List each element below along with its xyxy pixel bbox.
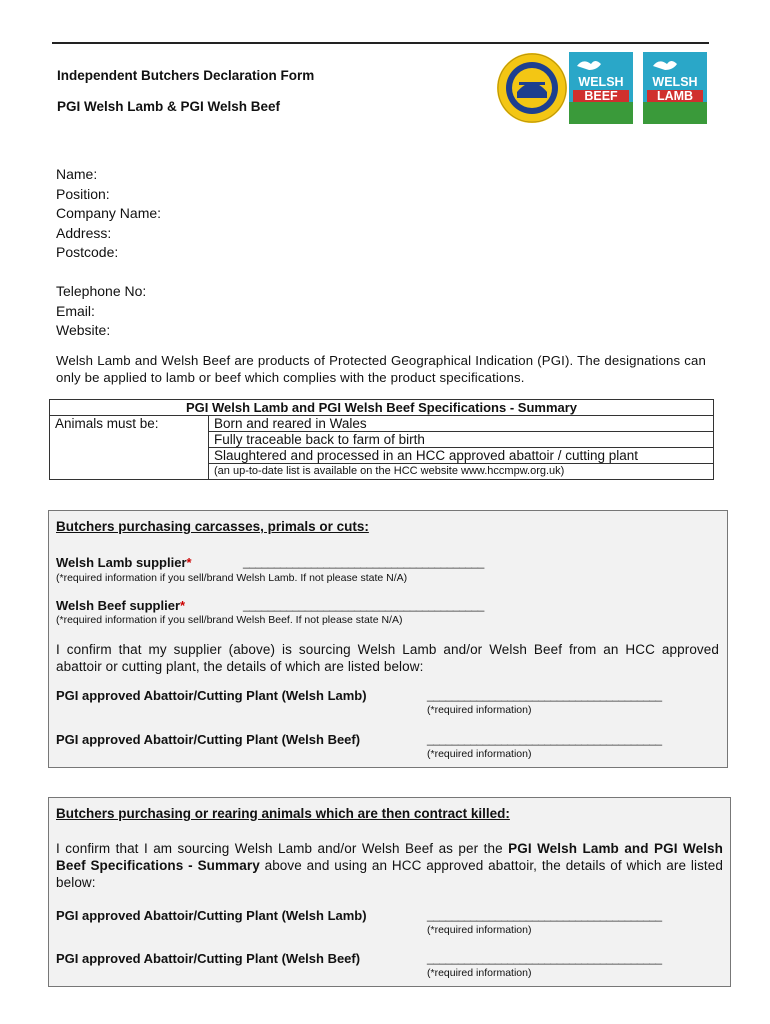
- plant-lamb-required: (*required information): [427, 924, 532, 936]
- contact-fields: [56, 165, 161, 341]
- website-label: Website:: [56, 322, 111, 339]
- postcode-label: Postcode:: [56, 244, 119, 261]
- plant-lamb-required: (*required information): [427, 704, 532, 716]
- intro-paragraph: Welsh Lamb and Welsh Beef are products of Protected Geographical Indication (PGI). The designations can only be applied to lamb or beef which complies with the product specifications.: [56, 353, 706, 385]
- plant-lamb-field[interactable]: ______________________________________: [427, 688, 662, 702]
- position-label: Position:: [56, 185, 110, 202]
- spec-item: Fully traceable back to farm of birth: [209, 432, 714, 448]
- plant-beef-label: PGI approved Abattoir/Cutting Plant (Welsh Beef): [56, 732, 361, 747]
- name-label: Name:: [56, 166, 98, 182]
- email-label: Email:: [56, 302, 95, 319]
- header-rule: [52, 42, 709, 44]
- company-name-label: Company Name:: [56, 205, 162, 222]
- section1-confirm-text: I confirm that my supplier (above) is sourcing Welsh Lamb and/or Welsh Beef from an HCC approved abattoir or cutting plant, the details of which are listed below:: [56, 642, 719, 674]
- carcasses-section: [48, 510, 728, 768]
- beef-supplier-text: Welsh Beef supplier: [56, 598, 181, 613]
- beef-supplier-field[interactable]: _______________________________________: [243, 598, 484, 612]
- confirm-text-start: I confirm that I am sourcing Welsh Lamb and/or Welsh Beef as per the: [56, 841, 509, 856]
- beef-supplier-label: [56, 598, 185, 613]
- plant-lamb-label: PGI approved Abattoir/Cutting Plant (Welsh Lamb): [56, 908, 367, 923]
- welsh-beef-logo: [569, 52, 633, 124]
- page-title: Independent Butchers Declaration Form: [57, 68, 315, 83]
- plant-beef-field[interactable]: ______________________________________: [427, 732, 662, 746]
- spec-summary-table: [49, 399, 714, 480]
- spec-note: (an up-to-date list is available on the HCC website www.hccmpw.org.uk): [209, 464, 714, 480]
- welsh-beef-bottom-text: BEEF: [584, 89, 618, 103]
- plant-beef-required: (*required information): [427, 748, 532, 760]
- lamb-supplier-label: [56, 555, 192, 570]
- lamb-supplier-text: Welsh Lamb supplier: [56, 555, 187, 570]
- page-subtitle: PGI Welsh Lamb & PGI Welsh Beef: [57, 99, 281, 114]
- plant-beef-field[interactable]: ______________________________________: [427, 951, 662, 965]
- confirm-text-end: above and using an HCC approved abattoir, the details of which are listed below:: [56, 858, 723, 890]
- lamb-supplier-field[interactable]: _______________________________________: [243, 555, 484, 569]
- plant-lamb-label: PGI approved Abattoir/Cutting Plant (Welsh Lamb): [56, 688, 367, 703]
- spec-table-heading: PGI Welsh Lamb and PGI Welsh Beef Specifications - Summary: [50, 400, 714, 416]
- spec-item: Slaughtered and processed in an HCC approved abattoir / cutting plant: [209, 448, 714, 464]
- address-label: Address:: [56, 224, 112, 241]
- required-asterisk: *: [180, 598, 186, 613]
- lamb-supplier-note: (*required information if you sell/brand Welsh Lamb. If not please state N/A): [56, 572, 408, 584]
- welsh-lamb-logo: [643, 52, 707, 124]
- section2-confirm-text: [56, 840, 723, 891]
- section1-heading: Butchers purchasing carcasses, primals or cuts:: [56, 519, 369, 534]
- plant-beef-required: (*required information): [427, 967, 532, 979]
- required-asterisk: *: [186, 555, 192, 570]
- logo-group: [497, 52, 709, 124]
- welsh-lamb-bottom-text: LAMB: [656, 89, 694, 103]
- section2-heading: Butchers purchasing or rearing animals which are then contract killed:: [56, 806, 510, 821]
- plant-beef-label: PGI approved Abattoir/Cutting Plant (Welsh Beef): [56, 951, 361, 966]
- spec-item: Born and reared in Wales: [209, 416, 714, 432]
- confirm-text-bold: PGI Welsh Lamb and PGI Welsh Beef Specifications - Summary: [56, 841, 723, 873]
- plant-lamb-field[interactable]: ______________________________________: [427, 908, 662, 922]
- pgi-seal-logo: [497, 53, 567, 123]
- welsh-lamb-top-text: WELSH: [652, 75, 698, 89]
- animals-must-be-label: Animals must be:: [50, 416, 209, 480]
- field-gap: [56, 263, 161, 282]
- telephone-label: Telephone No:: [56, 282, 147, 299]
- beef-supplier-note: (*required information if you sell/brand Welsh Beef. If not please state N/A): [56, 614, 403, 626]
- logos-svg: [497, 52, 709, 124]
- contract-killed-section: [48, 797, 731, 987]
- welsh-beef-top-text: WELSH: [578, 75, 624, 89]
